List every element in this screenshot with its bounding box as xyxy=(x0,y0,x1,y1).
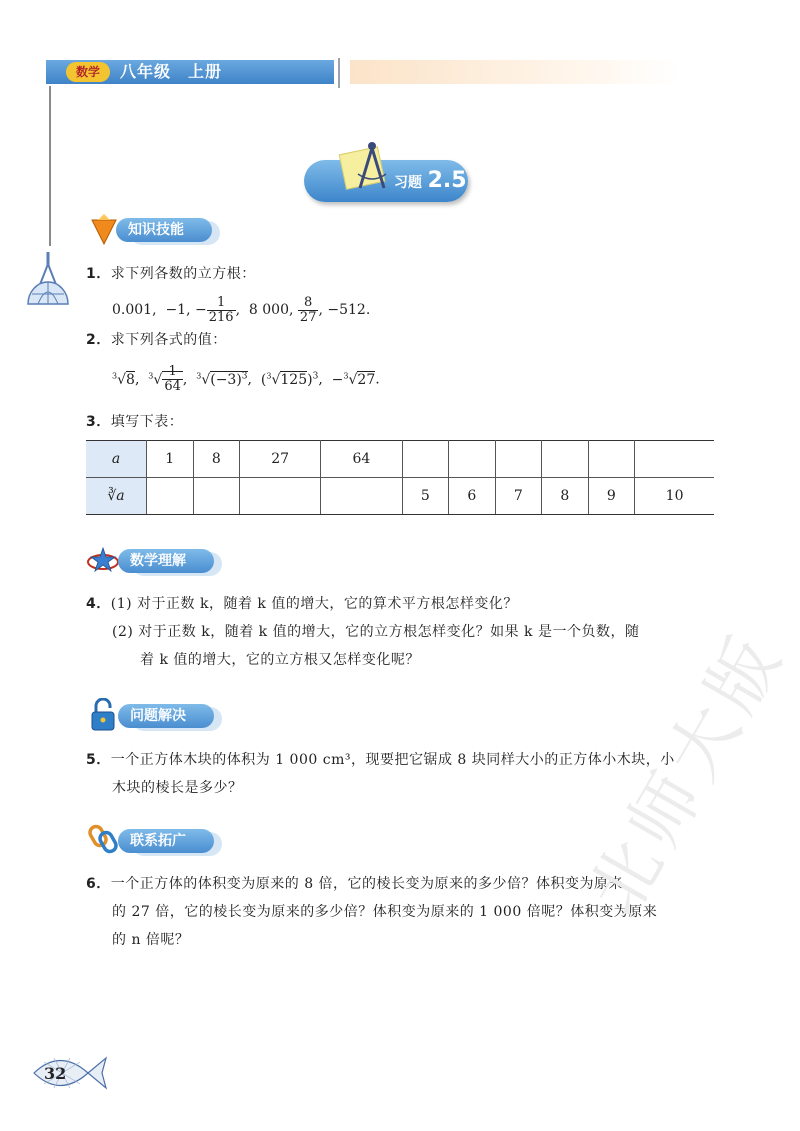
question-1 xyxy=(86,264,256,284)
table-row xyxy=(86,441,714,478)
question-2-text: 求下列各式的值： xyxy=(110,332,227,348)
header-gradient xyxy=(350,60,680,84)
chain-link-icon xyxy=(88,822,120,856)
q1-item: −512 xyxy=(327,302,366,318)
table-cell: 10 xyxy=(635,478,714,515)
table-cell: 8 xyxy=(542,478,589,515)
table-header-cube-root: ∛a xyxy=(86,478,147,515)
exercise-label: 习题 xyxy=(394,175,422,191)
table-cell xyxy=(449,441,496,478)
table-cell: 27 xyxy=(240,441,321,478)
table-cell xyxy=(321,478,402,515)
question-5-text: 一个正方体木块的体积为 1 000 cm³，现要把它锯成 8 块同样大小的正方体小木块，小 xyxy=(110,752,675,768)
question-3-number: 3． xyxy=(86,414,111,430)
unlocked-padlock-icon xyxy=(88,698,118,732)
question-5-line-2: 木块的棱长是多少？ xyxy=(112,780,243,796)
question-6-number: 6． xyxy=(86,876,111,892)
table-cell: 8 xyxy=(193,441,240,478)
header-divider xyxy=(338,58,340,88)
table-row xyxy=(86,478,714,515)
table-cell: 6 xyxy=(449,478,496,515)
table-cell xyxy=(495,441,542,478)
table-cell: 7 xyxy=(495,478,542,515)
table-cell xyxy=(193,478,240,515)
publisher-watermark: 北师大版 xyxy=(572,617,800,929)
question-3 xyxy=(86,412,183,432)
question-4-part-2b: 着 k 值的增大，它的立方根又怎样变化呢？ xyxy=(140,652,420,668)
section-math-understanding: 数学理解 xyxy=(118,549,214,573)
table-cell xyxy=(588,441,635,478)
compass-icon xyxy=(352,140,392,192)
question-6-line-3: 的 n 倍呢？ xyxy=(112,932,190,948)
compass-globe-icon xyxy=(22,250,74,310)
exercise-title xyxy=(394,168,467,193)
question-4-part-1 xyxy=(86,594,518,614)
question-4-number: 4． xyxy=(86,596,111,612)
table-cell: 5 xyxy=(402,478,449,515)
q1-item: −1 xyxy=(165,302,187,318)
question-4-part-1-text: (1) 对于正数 k，随着 k 值的增大，它的算术平方根怎样变化？ xyxy=(110,596,518,612)
q2-expr: −$^3$√27 xyxy=(331,371,376,388)
table-cell xyxy=(635,441,714,478)
margin-line xyxy=(49,86,51,246)
table-cell: 9 xyxy=(588,478,635,515)
question-4-part-2a: (2) 对于正数 k，随着 k 值的增大，它的立方根怎样变化？如果 k 是一个负数，随 xyxy=(112,624,640,640)
question-6-line-2: 的 27 倍，它的棱长变为原来的多少倍？体积变为原来的 1 000 倍呢？体积变为原来 xyxy=(112,904,658,920)
q1-item: 8 000 xyxy=(248,302,290,318)
table-cell: 64 xyxy=(321,441,402,478)
question-1-items: 0.001, −1, − $\frac{1}{216}$ , 8 000, $\frac{8}{27}$ , −512. xyxy=(112,294,371,325)
table-cell xyxy=(240,478,321,515)
page-number: 32 xyxy=(44,1064,67,1083)
section-problem-solving: 问题解决 xyxy=(118,704,214,728)
book-title: 八年级 上册 xyxy=(120,62,223,81)
section-knowledge-skills: 知识技能 xyxy=(116,218,212,242)
question-6-text: 一个正方体的体积变为原来的 8 倍，它的棱长变为原来的多少倍？体积变为原来 xyxy=(110,876,624,892)
q1-item: 0.001 xyxy=(112,302,153,318)
question-2-expressions: $^3$√8, $^3$√ $\frac{1}{64}$ , $^3√(-3)^3$, $(^3√125)^3$, −$^3$√27. xyxy=(112,364,380,395)
table-header-a: a xyxy=(86,441,147,478)
question-3-text: 填写下表： xyxy=(110,414,184,430)
table-cell xyxy=(402,441,449,478)
table-cell: 1 xyxy=(147,441,194,478)
q2-expr: $^3√(-3)^3$ xyxy=(196,371,248,388)
question-1-number: 1． xyxy=(86,266,111,282)
q2-expr: $^3$√8 xyxy=(112,371,135,388)
question-2-number: 2． xyxy=(86,332,111,348)
subject-logo: 数学 xyxy=(66,62,110,82)
exercise-number: 2.5 xyxy=(427,168,467,193)
cube-root-table xyxy=(86,440,714,515)
question-6-line-1 xyxy=(86,874,623,894)
section-connections-extensions: 联系拓广 xyxy=(118,829,214,853)
q2-expr: $(^3√125)^3$ xyxy=(260,371,319,388)
q2-expr: $^3$√ $\frac{1}{64}$ xyxy=(148,364,181,395)
question-1-text: 求下列各数的立方根： xyxy=(110,266,256,282)
pencil-cone-icon xyxy=(90,214,118,246)
question-5-number: 5． xyxy=(86,752,111,768)
table-cell xyxy=(147,478,194,515)
q1-item-fraction: $\frac{8}{27}$ xyxy=(299,294,317,325)
fish-page-icon xyxy=(30,1050,110,1096)
question-2 xyxy=(86,330,227,350)
table-cell xyxy=(542,441,589,478)
q1-item-fraction: $\frac{1}{216}$ xyxy=(208,294,234,325)
star-orbit-icon xyxy=(86,546,120,574)
question-5-line-1 xyxy=(86,750,675,770)
